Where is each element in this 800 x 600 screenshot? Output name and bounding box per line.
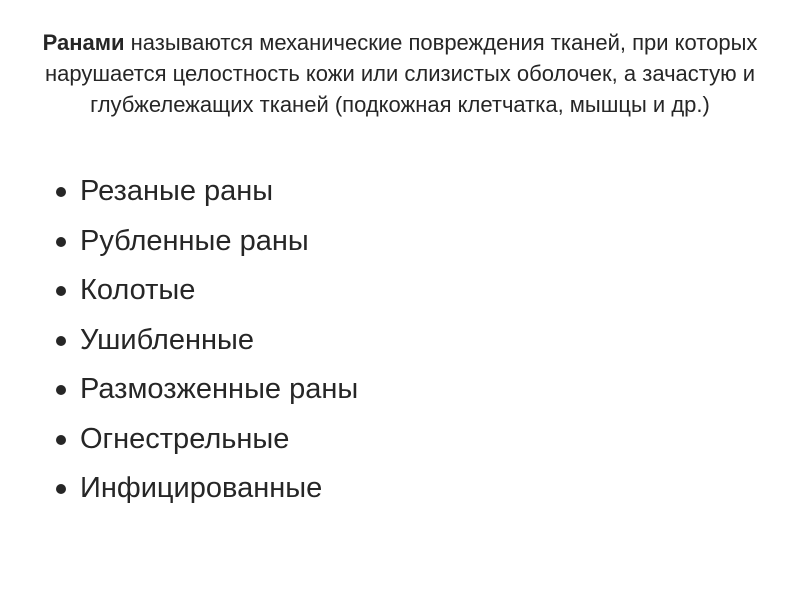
bullet-icon	[56, 435, 66, 445]
definition-paragraph	[18, 27, 782, 120]
bullet-icon	[56, 385, 66, 395]
list-item	[46, 217, 358, 267]
wound-types-list	[46, 167, 358, 514]
definition-text: называются механические повреждения тканей, при которых нарушается целостность кожи или слизистых оболочек, а зачастую и глубжележащих тканей (подкожная клетчатка, мышцы и др.)	[45, 30, 758, 117]
list-item	[46, 464, 358, 514]
list-item-label: Резаные раны	[80, 175, 274, 207]
bullet-icon	[56, 484, 66, 494]
list-item-label: Инфицированные	[80, 472, 323, 504]
list-item-label: Размозженные раны	[80, 373, 359, 405]
bullet-icon	[56, 286, 66, 296]
definition-term: Ранами	[42, 30, 125, 55]
bullet-icon	[56, 336, 66, 346]
bullet-icon	[56, 187, 66, 197]
list-item	[46, 415, 358, 465]
list-item-label: Ушибленные	[80, 323, 254, 356]
list-item	[46, 167, 358, 217]
list-item	[46, 365, 358, 415]
list-item-label: Колотые	[80, 274, 196, 306]
list-item-label: Рубленные раны	[80, 224, 309, 257]
list-item	[46, 316, 358, 366]
list-item	[46, 266, 358, 316]
list-item-label: Огнестрельные	[80, 422, 290, 455]
bullet-icon	[56, 237, 66, 247]
